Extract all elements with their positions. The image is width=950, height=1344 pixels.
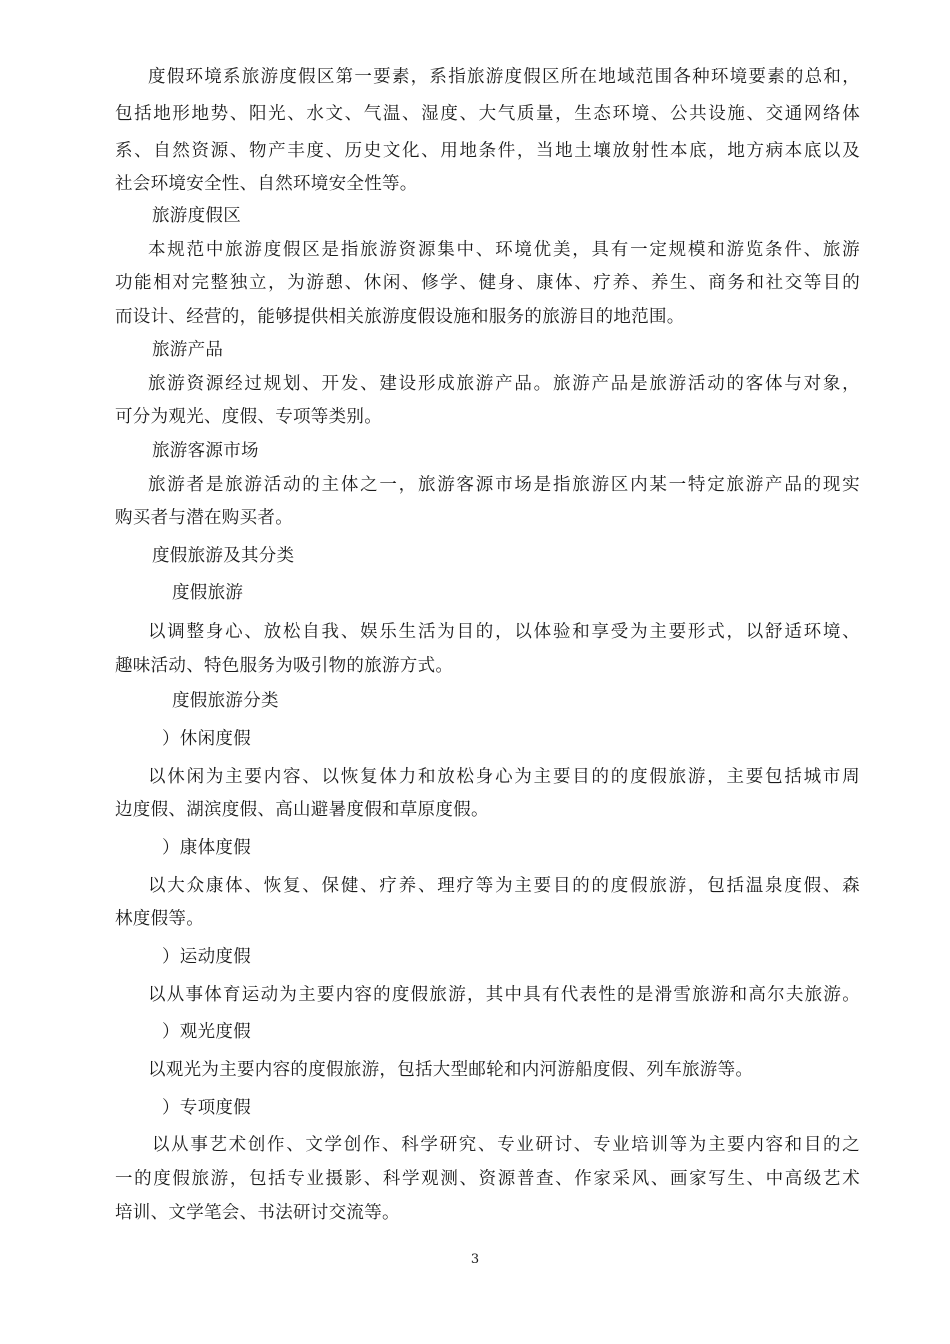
subsection-heading: 度假旅游: [172, 583, 244, 603]
paragraph-line: 度假环境系旅游度假区第一要素，系指旅游度假区所在地域范围各种环境要素的总和，: [148, 67, 860, 87]
paragraph-line: 林度假等。: [115, 909, 204, 929]
list-heading: ）休闲度假: [162, 729, 251, 749]
list-heading: ）专项度假: [162, 1098, 251, 1118]
paragraph-line: 以调整身心、放松自我、娱乐生活为目的，以体验和享受为主要形式，以舒适环境、: [148, 622, 860, 642]
paragraph-line: 购买者与潜在购买者。: [115, 508, 293, 528]
paragraph-line: 以观光为主要内容的度假旅游，包括大型邮轮和内河游船度假、列车旅游等。: [148, 1060, 754, 1080]
paragraph-line: 旅游资源经过规划、开发、建设形成旅游产品。旅游产品是旅游活动的客体与对象，: [148, 374, 860, 394]
paragraph-line: 以大众康体、恢复、保健、疗养、理疗等为主要目的的度假旅游，包括温泉度假、森: [148, 876, 860, 896]
section-heading: 度假旅游及其分类: [152, 546, 295, 566]
list-heading: ）观光度假: [162, 1022, 251, 1042]
paragraph-line: 趣味活动、特色服务为吸引物的旅游方式。: [115, 656, 454, 676]
paragraph-line: 而设计、经营的，能够提供相关旅游度假设施和服务的旅游目的地范围。: [115, 307, 685, 327]
paragraph-line: 旅游者是旅游活动的主体之一，旅游客源市场是指旅游区内某一特定旅游产品的现实: [148, 475, 860, 495]
page-number: 3: [470, 1252, 480, 1267]
subsection-heading: 度假旅游分类: [172, 691, 279, 711]
paragraph-line: 以从事体育运动为主要内容的度假旅游，其中具有代表性的是滑雪旅游和高尔夫旅游。: [148, 985, 860, 1005]
section-heading: 旅游产品: [152, 340, 224, 360]
paragraph-line: 一的度假旅游，包括专业摄影、科学观测、资源普查、作家采风、画家写生、中高级艺术: [115, 1169, 860, 1189]
paragraph-line: 功能相对完整独立，为游憩、休闲、修学、健身、康体、疗养、养生、商务和社交等目的: [115, 273, 860, 293]
paragraph-line: 本规范中旅游度假区是指旅游资源集中、环境优美，具有一定规模和游览条件、旅游: [148, 240, 860, 260]
list-heading: ）运动度假: [162, 947, 251, 967]
paragraph-line: 包括地形地势、阳光、水文、气温、湿度、大气质量，生态环境、公共设施、交通网络体: [115, 104, 860, 124]
list-heading: ）康体度假: [162, 838, 251, 858]
paragraph-line: 以从事艺术创作、文学创作、科学研究、专业研讨、专业培训等为主要内容和目的之: [152, 1135, 860, 1155]
paragraph-line: 可分为观光、度假、专项等类别。: [115, 407, 382, 427]
section-heading: 旅游度假区: [152, 206, 241, 226]
paragraph-line: 培训、文学笔会、书法研讨交流等。: [115, 1203, 400, 1223]
paragraph-line: 边度假、湖滨度假、高山避暑度假和草原度假。: [115, 800, 489, 820]
paragraph-line: 以休闲为主要内容、以恢复体力和放松身心为主要目的的度假旅游，主要包括城市周: [148, 767, 860, 787]
paragraph-line: 社会环境安全性、自然环境安全性等。: [115, 174, 418, 194]
paragraph-line: 系、自然资源、物产丰度、历史文化、用地条件，当地土壤放射性本底，地方病本底以及: [115, 141, 860, 161]
section-heading: 旅游客源市场: [152, 441, 259, 461]
